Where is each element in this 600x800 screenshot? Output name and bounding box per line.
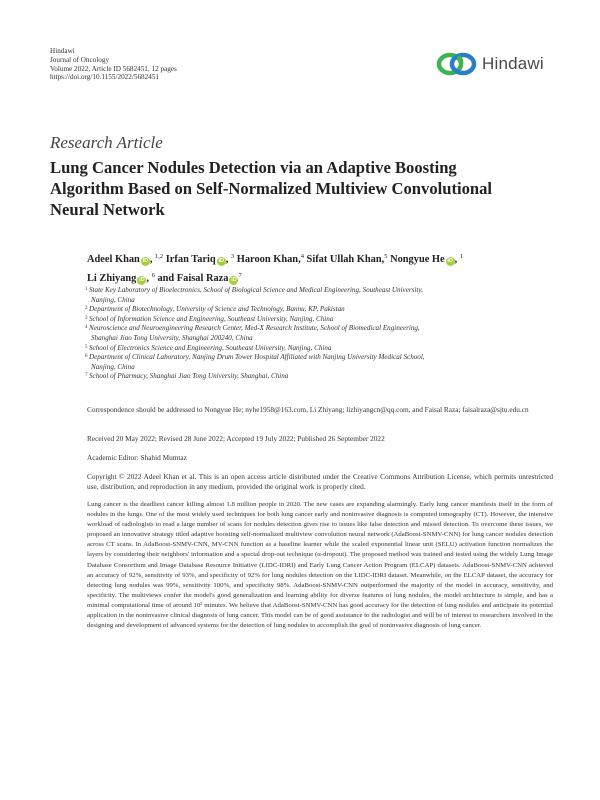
orcid-icon[interactable]: iD <box>139 277 145 283</box>
affiliation-list <box>87 286 557 382</box>
doi-link[interactable]: https://doi.org/10.1155/2022/5682451 <box>50 73 160 82</box>
volume-info: Volume 2022, Article ID 5682451, 12 pages <box>50 64 177 73</box>
author-line <box>87 268 557 287</box>
orcid-icon[interactable]: iD <box>231 277 237 283</box>
author[interactable]: Nongyue He iD , $^1$ <box>390 253 464 265</box>
author-line <box>87 249 557 268</box>
author[interactable]: Adeel Khan iD , $^{1,2}$ <box>87 253 164 265</box>
orcid-icon[interactable]: iD <box>218 258 224 264</box>
article-title <box>50 157 550 220</box>
hindawi-logo-icon <box>436 51 478 77</box>
article-type: Research Article <box>50 133 163 152</box>
affiliation: 2 Department of Biotechnology, University of Science and Technology, Bannu, KP, Pakistan <box>85 305 345 314</box>
author[interactable]: and Faisal Raza $iD^7$ <box>157 272 242 284</box>
publication-dates: Received 20 May 2022; Revised 28 June 2022; Accepted 19 July 2022; Published 26 September 2022 <box>87 434 385 443</box>
author[interactable]: Haroon Khan,$^4$ <box>236 253 304 265</box>
orcid-icon[interactable]: iD <box>447 258 453 264</box>
hindawi-logo-text: Hindawi <box>482 54 544 73</box>
affiliation: 6 Department of Clinical Laboratory, Nanjing Drum Tower Hospital Affiliated with Nanjing University Medical School, Nanjing, China <box>85 353 425 371</box>
correspondence: Correspondence should be addressed to Nongyue He; nyhe1958@163.com, Li Zhiyang; lizhiyangcn@qq.com, and Faisal Raza; faisalraza@sjtu.edu.cn <box>87 405 529 414</box>
author[interactable]: Li Zhiyang iD , $^6$ <box>87 272 155 284</box>
title-line: Neural Network <box>50 200 165 219</box>
affiliation: 5 School of Electronics Science and Engineering, Southeast University, Nanjing, China <box>85 343 332 352</box>
journal-name: Journal of Oncology <box>50 55 110 64</box>
affiliation: 3 School of Information Science and Engineering, Southeast University, Nanjing, China <box>85 314 334 323</box>
author[interactable]: Irfan Tariq iD , $^3$ <box>165 253 235 265</box>
journal-header <box>50 47 177 82</box>
academic-editor: Academic Editor: Shahid Mumtaz <box>87 453 187 462</box>
author-list <box>87 249 557 287</box>
affiliation: 4 Neuroscience and Neuroengineering Research Center, Med-X Research Institute, School of Biomedical Engineering, Shanghai Jiao Tong University, Shanghai 200240, China <box>85 324 420 342</box>
abstract-text: Lung cancer is the deadliest cancer killing almost 1.8 million people in 2020. The new cases are expanding alarmingly. Early lung cancer manifests itself in the form of nodules in the lungs. One of the most widely used techniques for both lung cancer early and noninvasive diagnosis is computed tomography (CT). However, the intensive workload of radiologists to read a large number of scans for nodules detection gives rise to issues like false detection and missed detection. To overcome these issues, we proposed an innovative strategy titled adaptive boosting self-normalized multiview convolution neural network (AdaBoost-SNMV-CNN) for lung cancer nodules detection across CT scans. In AdaBoost-SNMV-CNN, MV-CNN function as a baseline learner while the scaled exponential linear unit (SELU) activation function normalizes the layers by considering their neighbors' information and a special drop-out technique (α-dropout). The proposed method was trained and tested using the widely Lung Image Database Consortium and Image Database Resource Initiative (LIDC-IDRI) and Early Lung Cancer Action Program (ELCAP) datasets. AdaBoost-SNMV-CNN achieved an accuracy of 92%, sensitivity of 93%, and specificity of 92% for lung nodules detection on the LIDC-IDRI dataset. Meanwhile, on the ELCAP dataset, the accuracy for detecting lung nodules was 99%, sensitivity 100%, and specificity 98%. AdaBoost-SNMV-CNN outperformed the majority of the model in accuracy, sensitivity, and specificity. The multiviews confer the model's good generalization and learning ability for diverse features of lung nodules, the model architecture is simple, and has a minimal computational time of around 10² minutes. We believe that AdaBoost-SNMV-CNN has good accuracy for the detection of lung nodules and anticipate its potential application in the noninvasive clinical diagnosis of lung cancer. This model can be of good assistance to the radiologist and will be of interest to researchers involved in the designing and development of advanced systems for the detection of lung nodules to accomplish the goal of noninvasive diagnosis of lung cancer. <box>87 501 553 630</box>
affiliation: 7 School of Pharmacy, Shanghai Jiao Tong University, Shanghai, China <box>85 372 289 381</box>
title-line: Lung Cancer Nodules Detection via an Adaptive Boosting <box>50 158 457 177</box>
copyright-notice: Copyright © 2022 Adeel Khan et al. This is an open access article distributed under the Creative Commons Attribution License, which permits unrestricted use, distribution, and reproduction in any medium, provided the original work is properly cited. <box>87 472 553 492</box>
title-line: Algorithm Based on Self-Normalized Multiview Convolutional <box>50 179 493 198</box>
hindawi-logo <box>436 50 544 78</box>
publisher-name: Hindawi <box>50 47 75 55</box>
orcid-icon[interactable]: iD <box>142 258 149 264</box>
author[interactable]: Sifat Ullah Khan,$^5$ <box>306 253 388 265</box>
affiliation: 1 State Key Laboratory of Bioelectronics, School of Biological Science and Medical Engineering, Southeast University, Nanjing, China <box>85 286 423 304</box>
